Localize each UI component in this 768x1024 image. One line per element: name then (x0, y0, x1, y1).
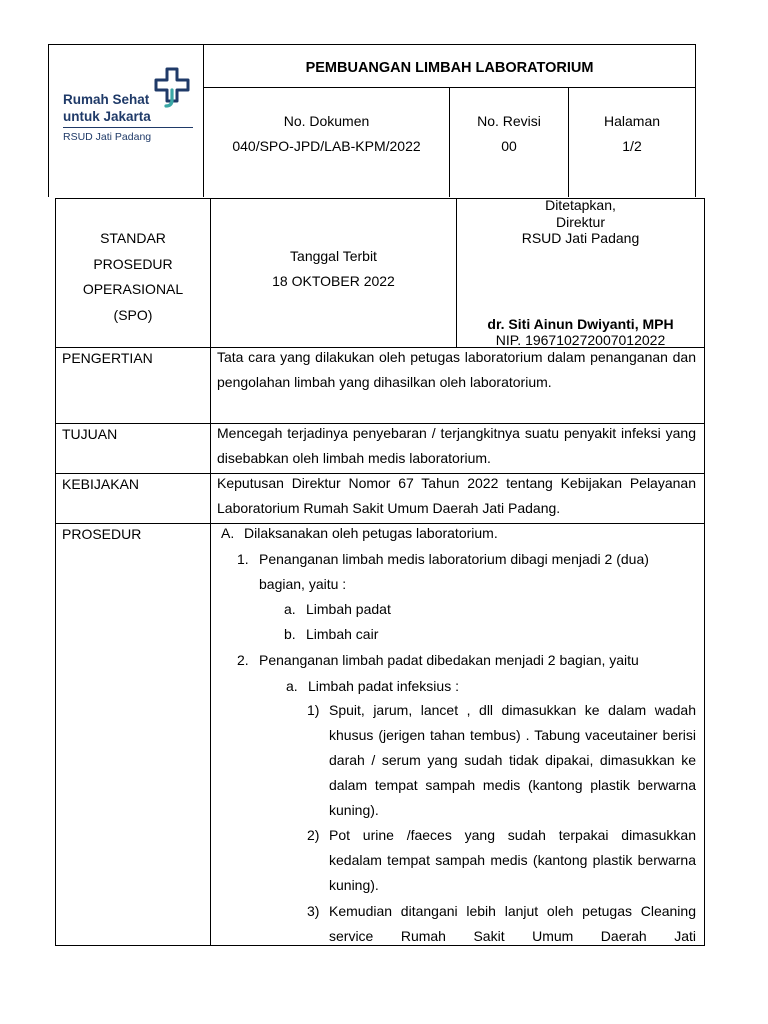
issue-date-label: Tanggal Terbit (290, 248, 377, 264)
main-right-border (704, 198, 705, 946)
spo-line2: PROSEDUR (93, 255, 173, 272)
sub-1-marker: 1) (307, 702, 320, 718)
revision-value: 00 (501, 138, 517, 154)
revision-label: No. Revisi (477, 113, 541, 129)
document-title: PEMBUANGAN LIMBAH LABORATORIUM (305, 60, 594, 76)
logo-underline (63, 127, 193, 128)
pengertian-label: PENGERTIAN (62, 350, 153, 366)
item-2-text: Penanganan limbah padat dibedakan menjadi 2 bagian, yaitu (259, 652, 639, 668)
sub-2-marker: 2) (307, 827, 320, 843)
header-left-border (48, 44, 49, 197)
prosedur-a-marker: A. (221, 525, 235, 541)
header-top-border (48, 44, 696, 45)
page-value: 1/2 (622, 138, 642, 154)
tujuan-text: Mencegah terjadinya penyebaran / terjangkitnya suatu penyakit infeksi yang disebabkan oleh limbah medis laboratorium. (217, 425, 696, 466)
header-title-divider (204, 87, 696, 88)
logo-cross-icon (152, 66, 194, 108)
spo-title (56, 226, 210, 328)
prosedur-label: PROSEDUR (62, 526, 142, 542)
item-2-marker: 2. (237, 652, 249, 668)
pengertian-text: Tata cara yang dilakukan oleh petugas laboratorium dalam penanganan dan pengolahan limbah yang dihasilkan oleh laboratorium. (217, 349, 696, 390)
sub-3-text: Kemudian ditangani lebih lanjut oleh petugas Cleaning service Rumah Sakit Umum Daerah Jati (329, 903, 696, 944)
spo-line1: STANDAR (100, 230, 166, 246)
approval-institution: RSUD Jati Padang (521, 230, 640, 246)
logo-text-line1: Rumah Sehat (63, 92, 150, 107)
main-bottom-border (55, 945, 704, 946)
sub-1-text: Spuit, jarum, lancet , dll dimasukkan ke dalam wadah khusus (jerigen tahan tembus) . Tabung vaceutainer berisi darah / serum yang sudah tidak dipakai, dimasukkan ke dalam tempat sampah medis (kantong plastik berwarna kuning). (329, 702, 696, 818)
item-1-text: Penanganan limbah medis laboratorium dibagi menjadi 2 (dua) bagian, yaitu : (259, 551, 649, 592)
tujuan-label: TUJUAN (62, 426, 118, 442)
approval-block (457, 197, 704, 247)
issue-date-value: 18 OKTOBER 2022 (272, 273, 395, 289)
item-1a-text: Limbah padat (306, 601, 391, 617)
doc-number-label: No. Dokumen (283, 113, 370, 129)
signer-name: dr. Siti Ainun Dwiyanti, MPH (487, 316, 674, 332)
sub-2-text: Pot urine /faeces yang sudah terpakai dimasukkan kedalam tempat sampah medis (kantong plastik berwarna kuning). (329, 827, 696, 893)
signer-nip: NIP. 196710272007012022 (495, 332, 666, 348)
item-2a-text: Limbah padat infeksius : (308, 678, 459, 694)
sub-3-marker: 3) (307, 903, 320, 919)
prosedur-a-text: Dilaksanakan oleh petugas laboratorium. (244, 525, 498, 541)
kebijakan-text: Keputusan Direktur Nomor 67 Tahun 2022 tentang Kebijakan Pelayanan Laboratorium Rumah Sakit Umum Daerah Jati Padang. (217, 475, 696, 516)
item-1b-marker: b. (284, 626, 296, 642)
label-column-divider (210, 198, 211, 946)
item-1b-text: Limbah cair (306, 626, 379, 642)
approval-set: Ditetapkan, (545, 197, 616, 213)
logo-subtitle: RSUD Jati Padang (63, 131, 152, 143)
spo-line4: (SPO) (113, 306, 153, 323)
logo-text-line2: untuk Jakarta (63, 109, 151, 124)
item-1-marker: 1. (237, 551, 249, 567)
approval-position: Direktur (555, 213, 605, 230)
hospital-logo (60, 66, 200, 146)
doc-number-value: 040/SPO-JPD/LAB-KPM/2022 (232, 138, 421, 154)
item-1a-marker: a. (284, 601, 296, 617)
kebijakan-label: KEBIJAKAN (62, 476, 140, 492)
item-2a-marker: a. (286, 678, 298, 694)
header-right-border (695, 44, 696, 197)
spo-line3: OPERASIONAL (82, 281, 184, 297)
page-label: Halaman (603, 113, 661, 129)
